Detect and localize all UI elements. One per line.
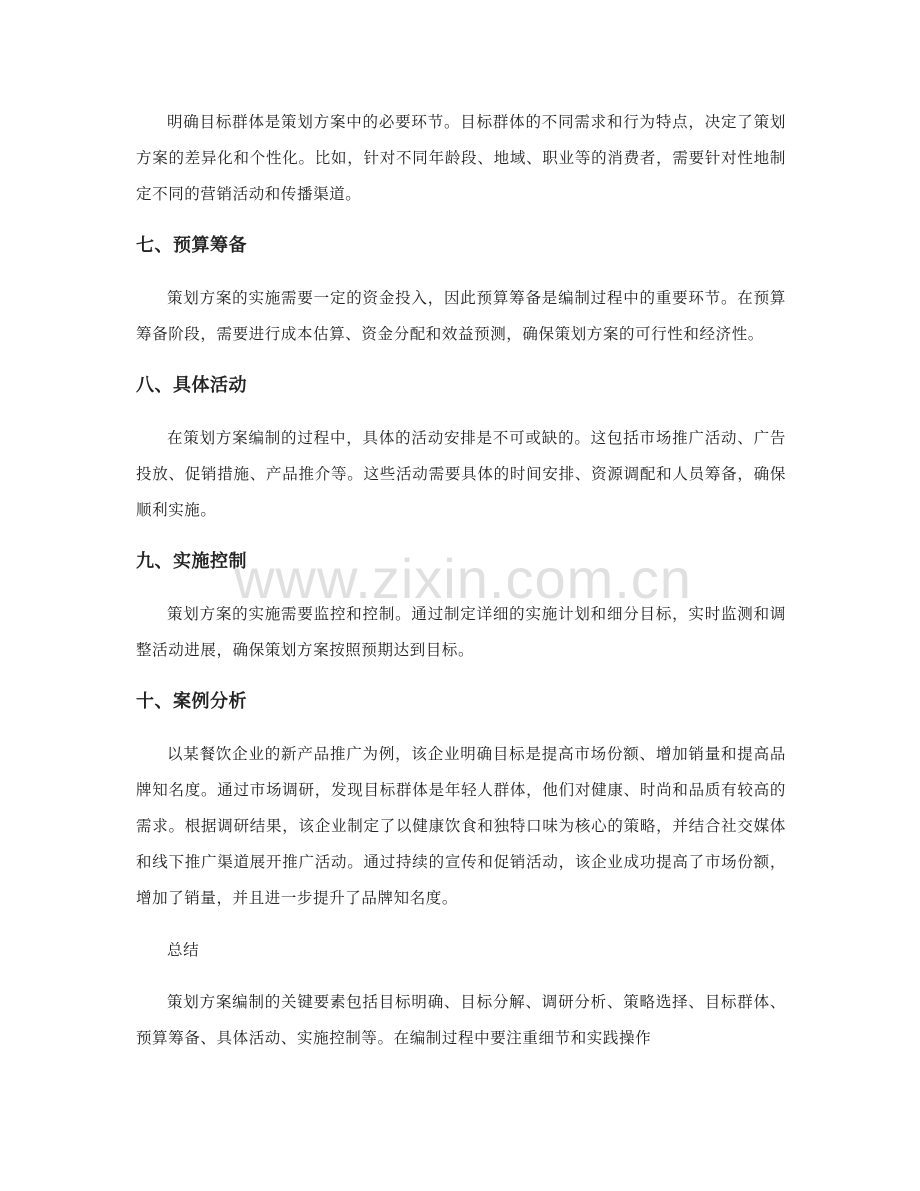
paragraph-control: 策划方案的实施需要监控和控制。通过制定详细的实施计划和细分目标，实时监测和调整活动进展，确保策划方案按照预期达到目标。	[136, 605, 786, 659]
heading-control: 九、实施控制	[136, 551, 247, 572]
heading-activities: 八、具体活动	[136, 375, 247, 396]
paragraph-budget: 策划方案的实施需要一定的资金投入，因此预算筹备是编制过程中的重要环节。在预算筹备阶段，需要进行成本估算、资金分配和效益预测，确保策划方案的可行性和经济性。	[136, 289, 786, 343]
heading-budget: 七、预算筹备	[136, 235, 247, 256]
paragraph-activities: 在策划方案编制的过程中，具体的活动安排是不可或缺的。这包括市场推广活动、广告投放、促销措施、产品推介等。这些活动需要具体的时间安排、资源调配和人员筹备，确保顺利实施。	[136, 429, 786, 519]
paragraph-case-study: 以某餐饮企业的新产品推广为例，该企业明确目标是提高市场份额、增加销量和提高品牌知名度。通过市场调研，发现目标群体是年轻人群体，他们对健康、时尚和品质有较高的需求。根据调研结果，该企业制定了以健康饮食和独特口味为核心的策略，并结合社交媒体和线下推广渠道展开推广活动。通过持续的宣传和促销活动，该企业成功提高了市场份额，增加了销量，并且进一步提升了品牌知名度。	[136, 745, 786, 907]
heading-case-study: 十、案例分析	[136, 691, 247, 712]
paragraph-target-group: 明确目标群体是策划方案中的必要环节。目标群体的不同需求和行为特点，决定了策划方案的差异化和个性化。比如，针对不同年龄段、地域、职业等的消费者，需要针对性地制定不同的营销活动和传播渠道。	[136, 113, 786, 203]
watermark: www.zixin.com.cn	[234, 547, 692, 610]
paragraph-summary-label: 总结	[167, 941, 200, 959]
paragraph-summary: 策划方案编制的关键要素包括目标明确、目标分解、调研分析、策略选择、目标群体、预算筹备、具体活动、实施控制等。在编制过程中要注重细节和实践操作	[136, 993, 786, 1047]
document-body	[136, 104, 786, 1056]
